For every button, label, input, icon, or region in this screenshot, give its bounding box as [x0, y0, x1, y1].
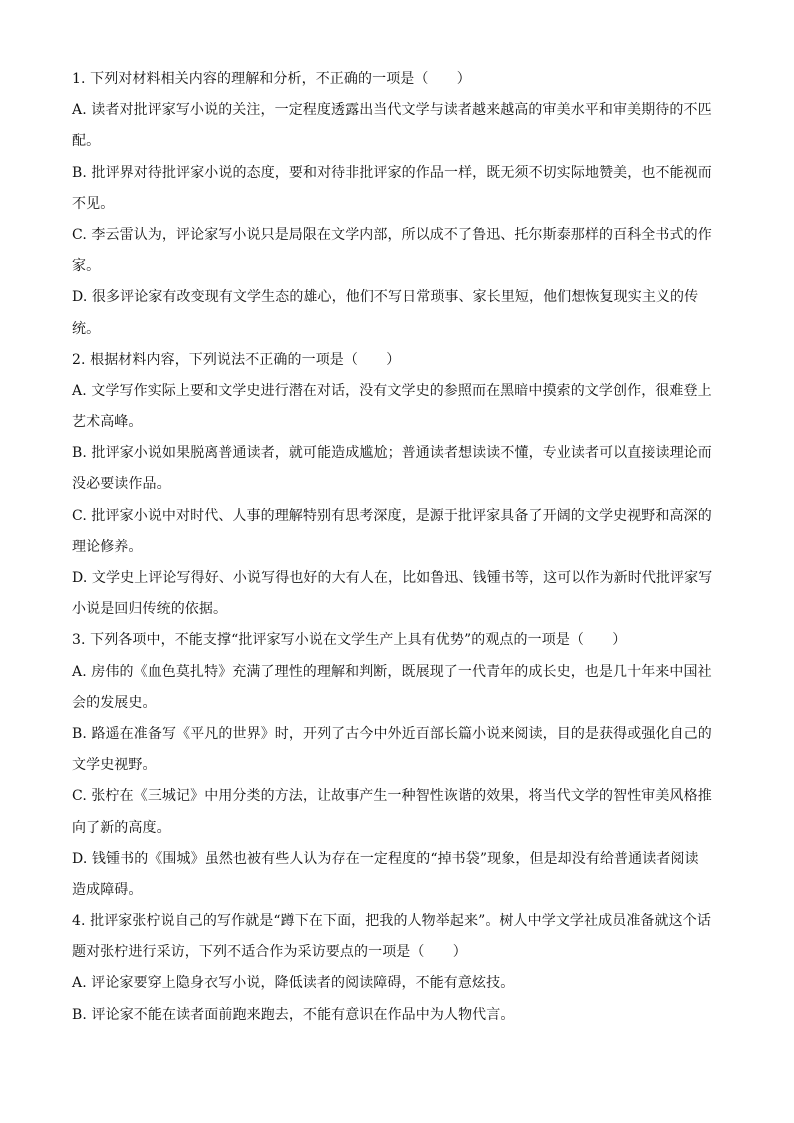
option-line: 向了新的高度。: [72, 819, 171, 836]
option-line: D. 钱锺书的《围城》虽然也被有些人认为存在一定程度的“掉书袋”现象，但是却没有给普通读者阅读: [72, 850, 699, 867]
option-line: B. 批评界对待批评家小说的态度，要和对待非批评家的作品一样，既无须不切实际地赞美，也不能视而: [72, 164, 712, 181]
option-d: [72, 844, 722, 906]
option-line: 文学史视野。: [72, 757, 157, 774]
option-b: [72, 1000, 722, 1031]
option-c: [72, 781, 722, 843]
option-line: C. 李云雷认为，评论家写小说只是局限在文学内部，所以成不了鲁迅、托尔斯泰那样的百科全书式的作: [72, 226, 712, 243]
option-line: 统。: [72, 320, 101, 337]
option-c: [72, 501, 722, 563]
option-line: A. 评论家要穿上隐身衣写小说，降低读者的阅读障碍，不能有意炫技。: [72, 975, 515, 992]
option-a: [72, 95, 722, 157]
option-line: C. 批评家小说中对时代、人事的理解特别有思考深度，是源于批评家具备了开阔的文学史视野和高深的: [72, 507, 712, 524]
option-line: A. 读者对批评家写小说的关注，一定程度透露出当代文学与读者越来越高的审美水平和审美期待的不匹: [72, 102, 712, 119]
option-a: [72, 657, 722, 719]
option-line: 不见。: [72, 195, 115, 212]
option-b: [72, 719, 722, 781]
option-line: 小说是回归传统的依据。: [72, 601, 228, 618]
option-a: [72, 968, 722, 999]
question-stem: 2. 根据材料内容，下列说法不正确的一项是（ ）: [72, 351, 401, 368]
option-line: B. 评论家不能在读者面前跑来跑去，不能有意识在作品中为人物代言。: [72, 1006, 515, 1023]
option-line: D. 很多评论家有改变现有文学生态的雄心，他们不写日常琐事、家长里短，他们想恢复现实主义的传: [72, 289, 699, 306]
option-line: 理论修养。: [72, 538, 143, 555]
option-line: 配。: [72, 133, 101, 150]
option-line: 造成障碍。: [72, 881, 143, 898]
option-line: B. 批评家小说如果脱离普通读者，就可能造成尴尬；普通读者想读读不懂，专业读者可以直接读理论而: [72, 445, 712, 462]
question-stem: 1. 下列对材料相关内容的理解和分析，不正确的一项是（ ）: [72, 71, 471, 87]
question-stem: 题对张柠进行采访，下列不适合作为采访要点的一项是（ ）: [72, 944, 467, 961]
option-c: [72, 220, 722, 282]
option-line: C. 张柠在《三城记》中用分类的方法，让故事产生一种智性诙谐的效果，将当代文学的智性审美风格推: [72, 788, 712, 805]
question-4: [72, 906, 722, 1031]
question-3: [72, 625, 722, 906]
option-b: [72, 438, 722, 500]
option-d: [72, 282, 722, 344]
option-line: A. 文学写作实际上要和文学史进行潜在对话，没有文学史的参照而在黑暗中摸索的文学创作，很难登上: [72, 382, 712, 399]
option-line: D. 文学史上评论写得好、小说写得也好的大有人在，比如鲁迅、钱锺书等，这可以作为新时代批评家写: [72, 570, 713, 586]
question-1: [72, 64, 722, 345]
option-a: [72, 376, 722, 438]
option-line: 艺术高峰。: [72, 414, 143, 431]
option-line: 没必要读作品。: [72, 476, 171, 493]
question-stem: 3. 下列各项中，不能支撑“批评家写小说在文学生产上具有优势”的观点的一项是（ ）: [72, 632, 627, 649]
question-2: [72, 345, 722, 626]
option-d: [72, 563, 722, 625]
option-b: [72, 158, 722, 220]
exam-page: [72, 64, 722, 1031]
option-line: A. 房伟的《血色莫扎特》充满了理性的理解和判断，既展现了一代青年的成长史，也是几十年来中国社: [72, 663, 712, 680]
option-line: B. 路遥在准备写《平凡的世界》时，开列了古今中外近百部长篇小说来阅读，目的是获得或强化自己的: [72, 725, 712, 742]
option-line: 会的发展史。: [72, 694, 157, 711]
option-line: 家。: [72, 258, 101, 275]
question-stem: 4. 批评家张柠说自己的写作就是“蹲下在下面，把我的人物举起来”。树人中学文学社成员准备就这个话: [72, 913, 711, 930]
